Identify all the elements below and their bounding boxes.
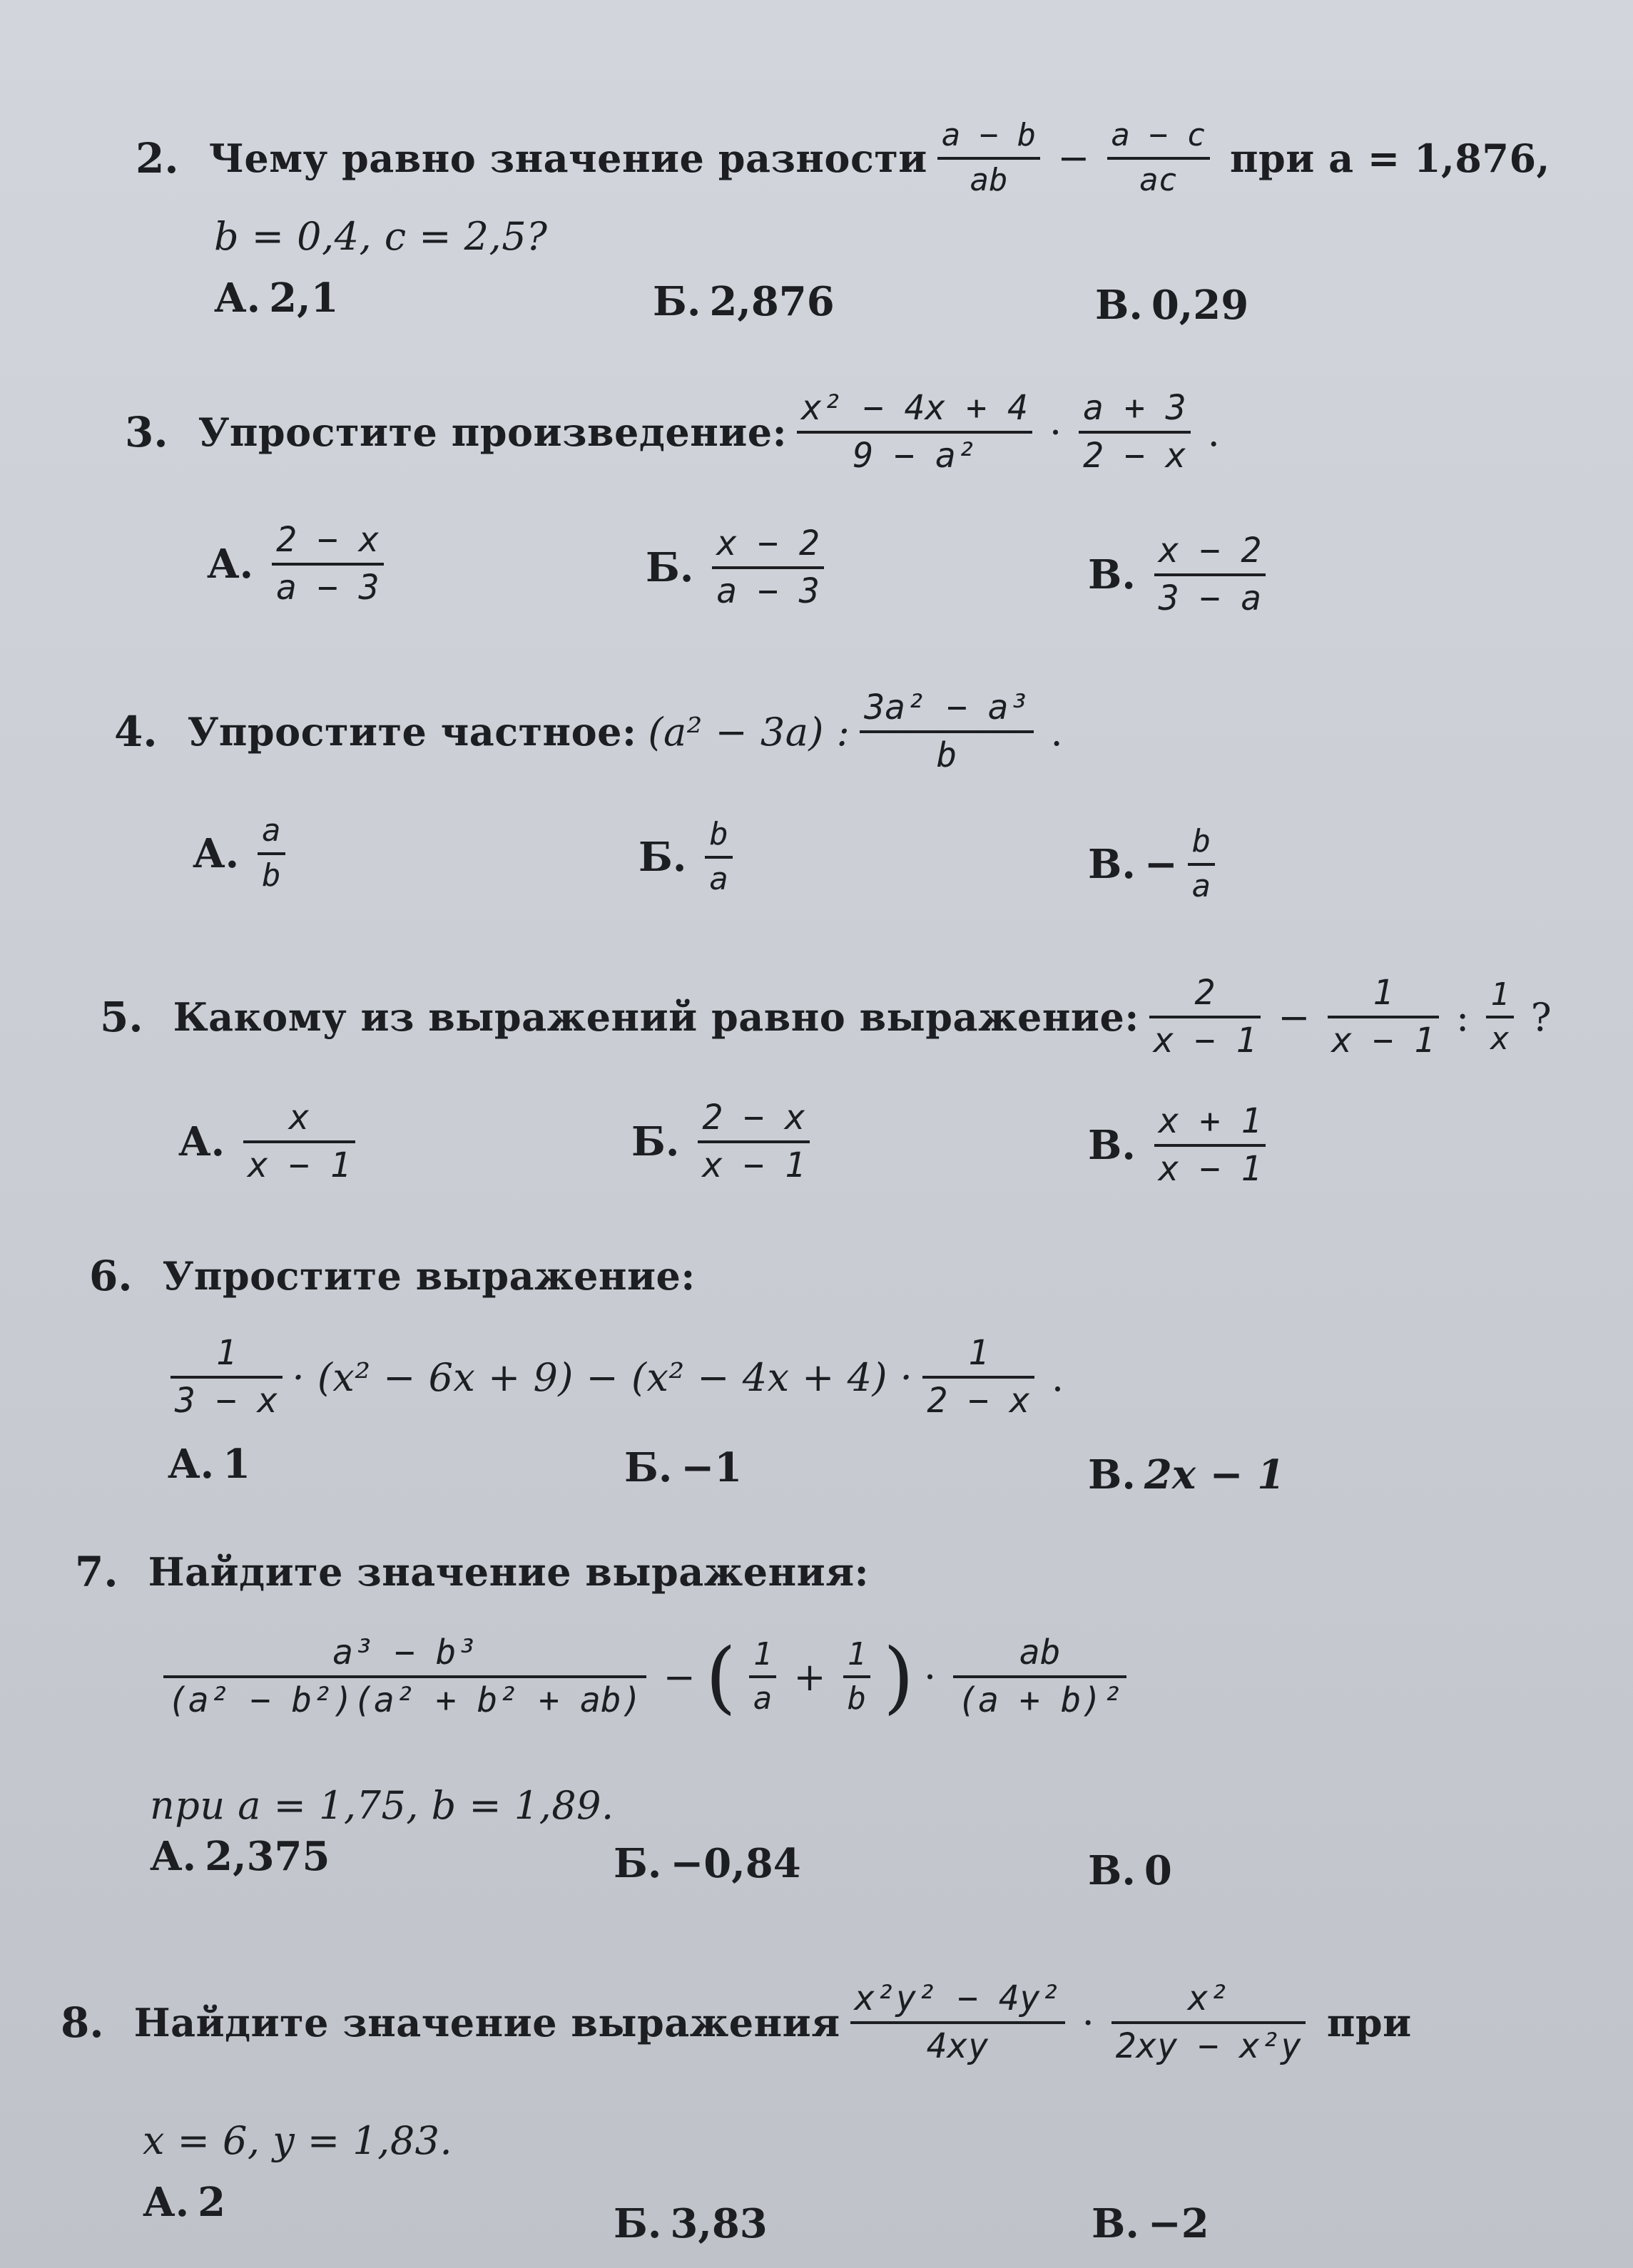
problem-6-expression [161, 1334, 1071, 1421]
fraction [243, 1098, 355, 1185]
numerator: b [1191, 823, 1211, 859]
answer-value: −0,84 [670, 1840, 801, 1887]
denominator: (a² − b²)(a² + b² + ab) [168, 1680, 642, 1721]
numerator: a − c [1111, 117, 1206, 153]
fraction [860, 688, 1033, 775]
denominator: 3 − a [1158, 578, 1262, 619]
denominator: a [753, 1680, 773, 1717]
answer-label: Б. [614, 2200, 662, 2247]
period: . [1051, 1354, 1064, 1400]
numerator: 1 [968, 1333, 990, 1373]
answer-value: 2,375 [205, 1833, 330, 1880]
answer-label: В. [1088, 840, 1136, 888]
denominator: x − 1 [248, 1145, 351, 1186]
expression: (a² − 3a) : [648, 709, 850, 755]
fraction [258, 813, 285, 894]
problem-7-expression [153, 1631, 1136, 1723]
condition-line [214, 214, 548, 259]
period: . [1207, 409, 1220, 455]
answer-c [1092, 2200, 1209, 2247]
answer-value: 2x − 1 [1144, 1451, 1286, 1498]
answer-a [168, 1441, 250, 1488]
answer-c [1088, 824, 1225, 904]
problem-number: 3. [125, 408, 168, 457]
answer-value: 3,83 [670, 2200, 768, 2247]
answer-label: Б. [614, 1840, 662, 1887]
problem-text: Упростите произведение: [198, 409, 788, 456]
denominator: a [1191, 867, 1211, 904]
answer-label: В. [1095, 282, 1143, 329]
condition-line [143, 2118, 452, 2163]
fraction [712, 524, 824, 611]
answer-b [614, 2200, 768, 2247]
denominator: a − 3 [716, 571, 820, 612]
answer-label: Б. [646, 544, 694, 592]
problem-8-statement [61, 1979, 1412, 2066]
problem-text: Найдите значение выражения: [148, 1549, 870, 1595]
operator: · [1082, 2000, 1094, 2045]
problem-number: 2. [136, 133, 179, 183]
numerator: 1 [753, 1635, 773, 1672]
denominator: x [1490, 1021, 1510, 1058]
answer-label: В. [1088, 551, 1136, 599]
operator: · [924, 1654, 937, 1700]
denominator: ac [1139, 161, 1178, 198]
problem-number: 7. [75, 1548, 118, 1596]
numerator: b [709, 816, 728, 852]
answer-a [143, 2179, 225, 2226]
numerator: x²y² − 4y² [854, 1978, 1061, 2018]
answer-a [193, 813, 295, 894]
denominator: 2 − x [1083, 436, 1186, 476]
fraction [850, 1979, 1065, 2066]
answer-a [178, 1098, 365, 1185]
denominator: 4xy [926, 2026, 989, 2067]
problem-number: 8. [61, 1998, 104, 2048]
answer-c [1088, 1847, 1172, 1894]
numerator: a + 3 [1083, 388, 1186, 428]
answer-b [631, 1098, 820, 1185]
numerator: 1 [215, 1333, 237, 1373]
answer-label: А. [214, 275, 261, 322]
answer-c [1088, 531, 1276, 618]
fraction [163, 1633, 646, 1720]
fraction [937, 118, 1040, 198]
condition-text: при a = 1,876, [1230, 135, 1550, 181]
numerator: 2 [1194, 973, 1216, 1013]
operator: − [1278, 994, 1311, 1040]
fraction [171, 1334, 283, 1421]
answer-label: В. [1088, 1847, 1136, 1894]
answer-b [653, 278, 835, 325]
fraction [843, 1637, 871, 1717]
answer-value: 0,29 [1151, 282, 1249, 329]
denominator: b [847, 1680, 867, 1717]
fraction [922, 1334, 1034, 1421]
fraction [272, 521, 384, 608]
problem-number: 4. [114, 708, 158, 757]
answer-a [207, 521, 394, 608]
numerator: x² − 4x + 4 [801, 388, 1028, 428]
fraction [1188, 824, 1216, 904]
numerator: 2 − x [276, 520, 380, 560]
answer-a [214, 275, 339, 322]
denominator: b [262, 857, 281, 894]
period: . [1050, 709, 1063, 755]
numerator: x [288, 1098, 310, 1138]
answer-label: Б. [639, 833, 687, 881]
fraction [749, 1637, 777, 1717]
condition-text: при [1326, 2000, 1412, 2046]
numerator: a − b [941, 117, 1037, 153]
question-mark: ? [1530, 994, 1552, 1040]
denominator: ab [970, 161, 1008, 198]
answer-b [614, 1840, 801, 1887]
problem-5-statement [100, 974, 1559, 1061]
denominator: 3 − x [175, 1381, 278, 1421]
problem-3-statement [125, 389, 1227, 476]
fraction [1154, 531, 1266, 618]
fraction [698, 1098, 810, 1185]
answer-label: В. [1088, 1122, 1136, 1170]
fraction [797, 389, 1032, 476]
answer-label: В. [1088, 1451, 1136, 1498]
denominator: (a + b)² [957, 1680, 1123, 1721]
problem-4-statement [114, 688, 1070, 775]
answer-b [639, 817, 743, 897]
problem-text: Найдите значение выражения [133, 2000, 840, 2046]
problem-7-statement [75, 1548, 869, 1596]
fraction [1079, 389, 1191, 476]
fraction [705, 817, 733, 897]
answer-label: Б. [653, 278, 701, 325]
operator: + [793, 1654, 826, 1700]
problem-6-statement [89, 1252, 696, 1300]
numerator: 1 [847, 1635, 867, 1672]
operator: : [1456, 994, 1470, 1040]
numerator: x − 2 [716, 523, 820, 563]
answer-value: 2,876 [709, 278, 835, 325]
answer-c [1095, 282, 1248, 329]
denominator: 9 − a² [853, 436, 977, 476]
denominator: a [709, 860, 728, 897]
answer-b [646, 524, 834, 611]
answer-value: 0 [1144, 1847, 1172, 1894]
fraction [1149, 974, 1261, 1061]
condition-text: при a = 1,75, b = 1,89. [150, 1783, 614, 1828]
answer-b [624, 1444, 742, 1491]
answer-value: 2 [198, 2179, 226, 2226]
numerator: ab [1019, 1633, 1061, 1672]
denominator: a − 3 [276, 568, 380, 608]
numerator: x² [1187, 1978, 1229, 2018]
fraction [1328, 974, 1440, 1061]
numerator: 3a² − a³ [864, 688, 1029, 727]
numerator: 2 − x [702, 1098, 805, 1138]
answer-label: Б. [631, 1118, 680, 1166]
answer-value: 2,1 [269, 275, 339, 322]
numerator: 1 [1373, 973, 1394, 1013]
fraction [1154, 1102, 1266, 1189]
answer-c [1088, 1451, 1285, 1498]
denominator: x − 1 [702, 1145, 805, 1186]
answer-label: А. [178, 1118, 225, 1166]
fraction [1111, 1979, 1306, 2066]
answer-value: 1 [223, 1441, 251, 1488]
denominator: 2xy − x²y [1115, 2026, 1301, 2067]
answer-label: А. [168, 1441, 215, 1488]
denominator: b [936, 735, 957, 776]
answer-value: −1 [681, 1444, 743, 1491]
operator: − [1057, 136, 1090, 181]
numerator: a³ − b³ [332, 1633, 477, 1672]
answer-label: А. [193, 829, 240, 877]
right-parenthesis: ) [883, 1631, 915, 1723]
numerator: x + 1 [1158, 1101, 1262, 1141]
answer-label: А. [150, 1833, 197, 1880]
numerator: a [262, 812, 281, 849]
condition-text: x = 6, y = 1,83. [143, 2118, 453, 2163]
expression: · (x² − 6x + 9) − (x² − 4x + 4) · [292, 1354, 913, 1400]
fraction [1107, 118, 1210, 198]
answer-label: Б. [624, 1444, 673, 1491]
condition-line [150, 1783, 614, 1828]
problem-text: Какому из выражений равно выражение: [173, 994, 1139, 1041]
operator: · [1049, 409, 1062, 455]
fraction [1486, 977, 1514, 1058]
answer-a [150, 1833, 330, 1880]
fraction [953, 1633, 1126, 1720]
problem-2-statement [136, 118, 1550, 198]
answer-sign: − [1144, 840, 1178, 888]
answer-value: −2 [1147, 2200, 1209, 2247]
answer-label: А. [207, 541, 254, 588]
denominator: x − 1 [1158, 1149, 1262, 1190]
denominator: 2 − x [927, 1381, 1030, 1421]
problem-text: Упростите выражение: [162, 1253, 696, 1299]
problem-number: 6. [89, 1252, 133, 1300]
numerator: 1 [1490, 976, 1510, 1013]
problem-text: Чему равно значение разности [208, 135, 927, 181]
left-parenthesis: ( [705, 1631, 736, 1723]
denominator: x − 1 [1331, 1021, 1435, 1061]
problem-text: Упростите частное: [187, 709, 637, 755]
denominator: x − 1 [1153, 1021, 1257, 1061]
numerator: x − 2 [1158, 531, 1262, 571]
condition-text: b = 0,4, c = 2,5? [214, 214, 548, 259]
answer-label: В. [1092, 2200, 1139, 2247]
problem-number: 5. [100, 993, 143, 1042]
answer-c [1088, 1102, 1276, 1189]
operator: − [663, 1654, 696, 1700]
answer-label: А. [143, 2179, 190, 2226]
